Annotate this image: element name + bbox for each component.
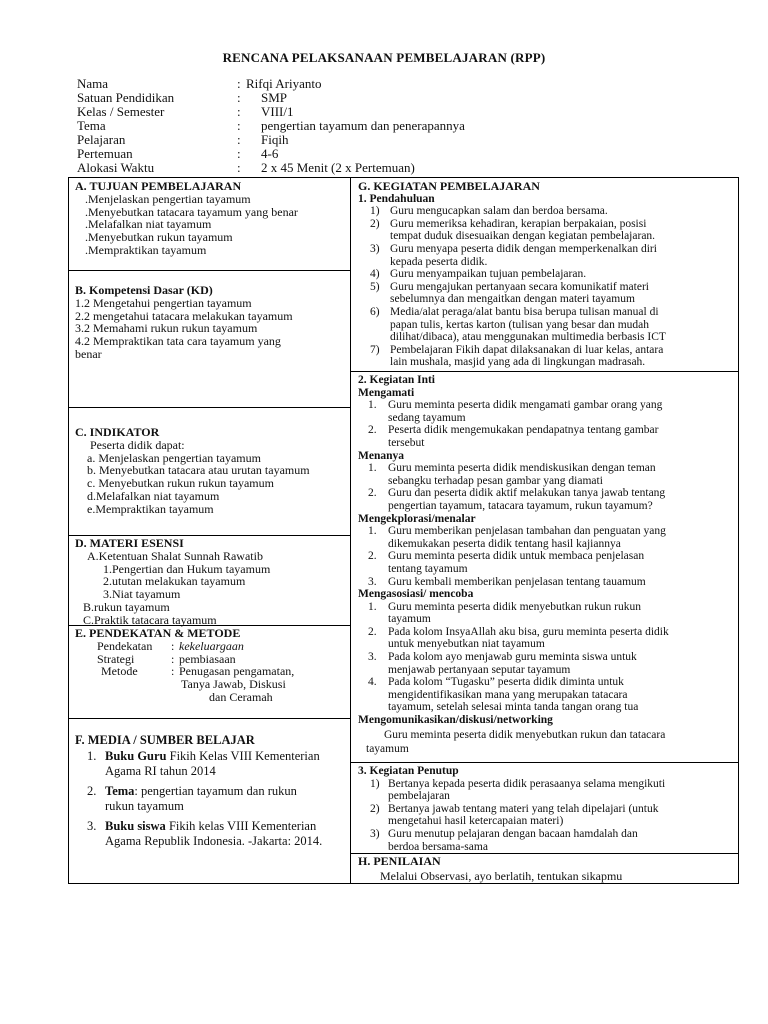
info-label: Satuan Pendidikan [77, 90, 175, 105]
section-penilaian [358, 855, 622, 883]
item-line: Guru menyapa peserta didik dengan memperkenalkan diri [390, 242, 657, 255]
media-source: Tema [105, 783, 135, 798]
list-item: 3.2 Memahami rukun rukun tayamum [75, 321, 258, 336]
info-label: Pelajaran [77, 132, 126, 147]
method-value-cont: dan Ceramah [209, 689, 273, 704]
phase-heading: Mengamati [358, 386, 415, 399]
item-line: Bertanya kepada peserta didik perasaanya selama mengikuti [388, 777, 666, 790]
media-item [75, 784, 322, 800]
item-number: 3. [87, 818, 97, 833]
method-label: Strategi [97, 651, 135, 666]
item-number: 1) [370, 777, 380, 790]
list-item [358, 601, 669, 626]
method-colon: : [171, 664, 175, 679]
item-line: mengidentifikasikan mana yang merupakan tatacara [388, 688, 628, 701]
item-number: 4) [370, 268, 380, 281]
item-line: tersebut [388, 436, 425, 449]
list-item [358, 525, 669, 550]
section-heading: H. PENILAIAN [358, 854, 441, 868]
list-item [358, 424, 669, 449]
list-item [358, 399, 669, 424]
list-item: 1.Pengertian dan Hukum tayamum [103, 561, 271, 576]
item-number: 5) [370, 280, 380, 293]
info-value: 4-6 [261, 146, 279, 161]
method-row [75, 640, 286, 653]
info-value: VIII/1 [261, 104, 294, 119]
list-item [358, 828, 665, 853]
item-number: 4. [368, 676, 377, 689]
media-text: Fikih Kelas VIII Kementerian [166, 748, 320, 763]
list-item: C.Praktik tatacara tayamum [83, 612, 217, 627]
list-item: d.Melafalkan niat tayamum [87, 488, 220, 503]
section-kompetensi [75, 284, 293, 361]
section-indikator [75, 426, 310, 516]
media-item-cont: Agama Republik Indonesia. -Jakarta: 2014. [105, 834, 323, 848]
list-item: benar [75, 346, 102, 361]
media-item-cont: Agama RI tahun 2014 [105, 764, 216, 778]
list-item: B.rukun tayamum [83, 599, 170, 614]
info-colon: : [237, 132, 241, 147]
list-item: .Menjelaskan pengertian tayamum [85, 191, 251, 206]
item-line: Guru dan peserta didik aktif melakukan tanya jawab tentang [388, 487, 666, 500]
info-colon: : [237, 146, 241, 161]
item-line: Pada kolom “Tugasku” peserta didik diminta untuk [388, 676, 624, 689]
media-item [75, 749, 322, 765]
menanya-list [358, 462, 669, 512]
info-colon: : [237, 90, 241, 105]
media-item [75, 819, 322, 835]
section-heading: G. KEGIATAN PEMBELAJARAN [358, 179, 540, 193]
item-line: Guru meminta peserta didik mengamati gambar orang yang [388, 399, 663, 412]
section-heading: B. Kompetensi Dasar (KD) [75, 283, 213, 297]
item-number: 3) [370, 242, 380, 255]
list-item [358, 803, 665, 828]
item-number: 2) [370, 217, 380, 230]
list-item: 2.ututan melakukan tayamum [103, 574, 246, 589]
item-line: Guru memeriksa kehadiran, kerapian berpakaian, posisi [390, 217, 647, 230]
list-item [358, 676, 669, 714]
phase-heading: Menanya [358, 449, 404, 462]
phase-heading: Mengasosiasi/ mencoba [358, 588, 474, 601]
mengeksplorasi-list [358, 525, 669, 588]
item-line: sedang tayamum [388, 411, 466, 424]
item-line: tayamum [388, 613, 431, 626]
list-item: 3.Niat tayamum [103, 587, 181, 602]
item-number: 1. [368, 462, 377, 475]
item-line: dikemukakan peserta didik tentang hasil kajiannya [388, 537, 621, 550]
list-item [358, 268, 666, 281]
method-value-cont: Tanya Jawab, Diskusi [181, 677, 286, 692]
item-line: Guru menyampaikan tujuan pembelajaran. [390, 268, 587, 281]
info-label: Pertemuan [77, 146, 133, 161]
list-item: .Menyebutkan tatacara tayamum yang benar [85, 204, 298, 219]
list-item: e.Mempraktikan tayamum [87, 501, 214, 516]
list-item: b. Menyebutkan tatacara atau urutan tayamum [87, 463, 310, 478]
section-heading: F. MEDIA / SUMBER BELAJAR [75, 733, 255, 747]
item-line: Guru kembali memberikan penjelasan tentang tauamum [388, 575, 646, 588]
method-label: Metode [101, 664, 138, 679]
list-item: A.Ketentuan Shalat Sunnah Rawatib [87, 548, 263, 563]
item-line: untuk menyebutkan niat tayamum [388, 638, 545, 651]
list-item [358, 281, 666, 306]
section-kegiatan-inti [358, 374, 669, 756]
section-heading: C. INDIKATOR [75, 425, 160, 439]
subsection-heading: 1. Pendahuluan [358, 192, 435, 205]
method-colon: : [171, 651, 175, 666]
section-media [75, 733, 322, 850]
item-line: Guru mengucapkan salam dan berdoa bersama. [390, 205, 608, 218]
list-item [358, 487, 669, 512]
list-item [358, 576, 669, 589]
item-line: kepada peserta didik. [390, 255, 488, 268]
info-value: Fiqih [261, 132, 289, 147]
mengamati-list [358, 399, 669, 449]
list-item [358, 306, 666, 344]
subsection-heading: 3. Kegiatan Penutup [358, 765, 459, 777]
section-heading: E. PENDEKATAN & METODE [75, 626, 241, 640]
item-line: Guru meminta peserta didik menyebutkan rukun rukun [388, 600, 641, 613]
item-line: pembelajaran [388, 790, 450, 803]
list-item [358, 205, 666, 218]
media-source: Buku Guru [105, 748, 167, 763]
item-line: Guru meminta peserta didik untuk membaca penjelasan [388, 550, 645, 563]
document-title: RENCANA PELAKSANAAN PEMBELAJARAN (RPP) [222, 50, 546, 65]
row-divider [68, 270, 351, 271]
list-item [358, 462, 669, 487]
item-line: Pembelajaran Fikih dapat dilaksanakan di luar kelas, antara [390, 343, 664, 356]
column-divider [350, 177, 351, 884]
item-line: Guru mengajukan pertanyaan secara komunikatif materi [390, 280, 649, 293]
item-line: Pada kolom InsyaAllah aku bisa, guru meminta peserta didik [388, 625, 669, 638]
item-line: sebelumnya dan mengaitkan dengan materi tayamum [390, 293, 635, 306]
item-line: Guru menutup pelajaran dengan bacaan hamdalah dan [388, 827, 638, 840]
mengomunikasikan-text: tayamum [366, 743, 409, 756]
item-line: pengertian tayamum, tatacara tayamum, rukun tayamum? [388, 499, 653, 512]
item-number: 1. [368, 600, 377, 613]
item-number: 2. [368, 625, 377, 638]
row-divider [68, 407, 351, 408]
list-item [358, 218, 666, 243]
list-item [358, 344, 666, 369]
phase-heading: Mengekplorasi/menalar [358, 512, 476, 525]
section-materi [75, 537, 270, 627]
item-line: tentang tayamum [388, 562, 468, 575]
info-label: Nama [77, 76, 109, 91]
item-number: 1. [368, 399, 377, 412]
section-kegiatan [358, 180, 666, 369]
item-number: 3. [368, 575, 377, 588]
method-colon: : [171, 638, 175, 653]
row-divider [68, 718, 351, 719]
info-colon: : [237, 160, 241, 175]
list-item: 4.2 Mempraktikan tata cara tayamum yang [75, 334, 281, 349]
media-text: : pengertian tayamum dan rukun [134, 783, 297, 798]
section-penutup [358, 765, 665, 853]
item-line: lain mushala, masjid yang ada di lingkungan madrasah. [390, 356, 646, 369]
mengomunikasikan-text: Guru meminta peserta didik menyebutkan rukun dan tatacara [384, 728, 666, 741]
list-item: .Menyebutkan rukun tayamum [85, 230, 233, 245]
media-item-cont: rukun tayamum [105, 799, 184, 813]
section-heading: A. TUJUAN PEMBELAJARAN [75, 179, 242, 193]
section-pendekatan [75, 626, 295, 704]
item-line: Peserta didik mengemukakan pendapatnya tentang gambar [388, 424, 659, 437]
info-label: Tema [77, 118, 106, 133]
method-value: kekeluargaan [179, 638, 244, 653]
info-value: SMP [261, 90, 288, 105]
item-number: 7) [370, 343, 380, 356]
pendahuluan-list [358, 205, 666, 369]
info-colon: : [237, 104, 241, 119]
item-line: Pada kolom ayo menjawab guru meminta siswa untuk [388, 651, 637, 664]
subsection-heading: 2. Kegiatan Inti [358, 374, 435, 386]
item-line: sebangku terhadap pesan gambar yang diamati [388, 474, 603, 487]
item-number: 2. [368, 487, 377, 500]
list-item: 2.2 mengetahui tatacara melakukan tayamum [75, 308, 293, 323]
item-number: 2. [368, 550, 377, 563]
method-value: Penugasan pengamatan, [179, 664, 295, 679]
item-number: 2. [87, 783, 97, 798]
list-item: .Mempraktikan tayamum [85, 242, 207, 257]
media-text: Fikih kelas VIII Kementerian [165, 818, 317, 833]
info-colon: : [237, 118, 241, 133]
item-line: tayamum, setelah selesai minta tanda tangan orang tua [388, 701, 639, 714]
item-line: menjawab pertanyaan seputar tayamum [388, 663, 571, 676]
list-item: a. Menjelaskan pengertian tayamum [87, 450, 261, 465]
method-label: Pendekatan [97, 638, 153, 653]
info-value: Rifqi Ariyanto [246, 76, 322, 91]
item-line: Bertanya jawab tentang materi yang telah dipelajari (untuk [388, 802, 659, 815]
item-number: 2) [370, 802, 380, 815]
item-number: 1. [87, 748, 97, 763]
info-label: Kelas / Semester [77, 104, 165, 119]
item-line: Guru memberikan penjelasan tambahan dan penguatan yang [388, 525, 666, 538]
penilaian-text: Melalui Observasi, ayo berlatih, tentukan sikapmu [380, 869, 623, 883]
phase-heading: Mengomunikasikan/diskusi/networking [358, 714, 553, 727]
item-line: mengetahui hasil ketercapaian materi) [388, 815, 564, 828]
method-value: pembiasaan [179, 651, 236, 666]
item-number: 1. [368, 525, 377, 538]
row-divider [350, 762, 739, 763]
item-line: dilihat/dibaca), atau menggunakan multimedia berbasis ICT [390, 331, 666, 344]
list-item: .Melafalkan niat tayamum [85, 217, 212, 232]
indikator-intro: Peserta didik dapat: [90, 437, 185, 452]
list-item [358, 778, 665, 803]
info-label: Alokasi Waktu [77, 160, 155, 175]
method-row [75, 664, 295, 679]
item-number: 1) [370, 205, 380, 218]
list-item: 1.2 Mengetahui pengertian tayamum [75, 295, 252, 310]
section-heading: D. MATERI ESENSI [75, 536, 184, 550]
item-line: Guru meminta peserta didik mendiskusikan dengan teman [388, 462, 656, 475]
list-item [358, 243, 666, 268]
section-tujuan [75, 180, 298, 257]
info-value: pengertian tayamum dan penerapannya [261, 118, 465, 133]
item-number: 6) [370, 305, 380, 318]
item-line: tempat duduk disesuaikan dengan kegiatan pembelajaran. [390, 230, 656, 243]
item-number: 3) [370, 827, 380, 840]
media-source: Buku siswa [105, 818, 166, 833]
list-item [358, 550, 669, 575]
list-item [358, 651, 669, 676]
list-item [358, 626, 669, 651]
info-colon: : [237, 76, 241, 91]
list-item: c. Menyebutkan rukun rukun tayamum [87, 476, 274, 491]
mengasosiasi-list [358, 601, 669, 714]
item-line: Media/alat peraga/alat bantu bisa berupa tulisan manual di [390, 305, 659, 318]
item-number: 2. [368, 424, 377, 437]
item-line: berdoa bersama-sama [388, 840, 488, 853]
item-number: 3. [368, 651, 377, 664]
info-value: 2 x 45 Menit (2 x Pertemuan) [261, 160, 415, 175]
penutup-list [358, 778, 665, 854]
item-line: papan tulis, kertas karton (tulisan yang besar dan mudah [390, 318, 649, 331]
row-divider [350, 371, 739, 372]
